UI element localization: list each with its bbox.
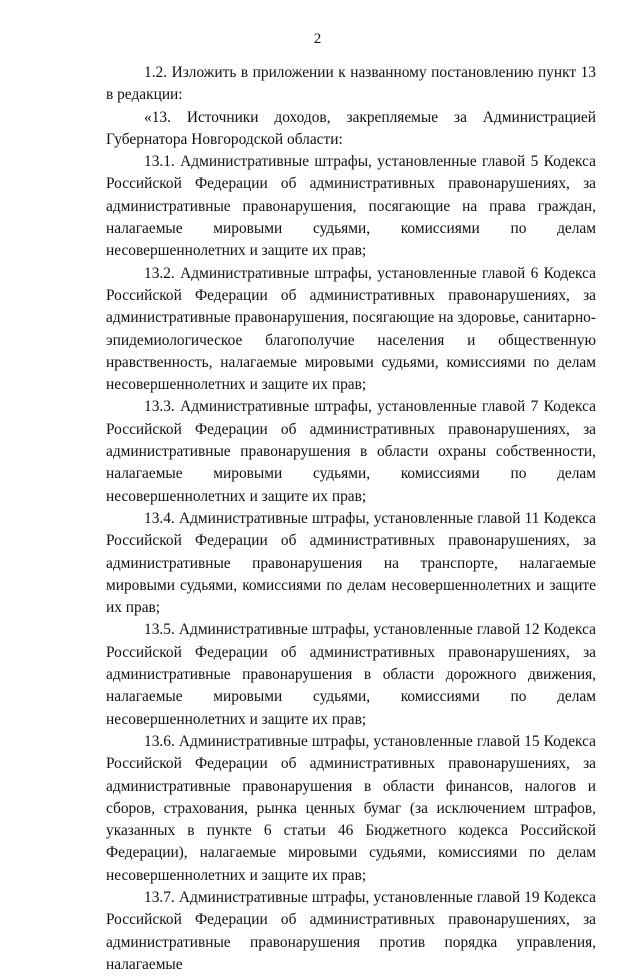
paragraph-13-3: 13.3. Административные штрафы, установленные главой 7 Кодекса Российской Федерации об административных правонарушениях, за административные правонарушения в области охраны собственности, налагаемые мировыми судьями, комиссиями по делам несовершеннолетних и защите их прав; — [106, 398, 596, 505]
paragraph-13-5: 13.5. Административные штрафы, установленные главой 12 Кодекса Российской Федерации об административных правонарушениях, за административные правонарушения в области дорожного движения, налагаемые мировыми судьями, комиссиями по делам несовершеннолетних и защите их прав; — [106, 621, 596, 728]
paragraph-13-4: 13.4. Административные штрафы, установленные главой 11 Кодекса Российской Федерации об административных правонарушениях, за административные правонарушения на транспорте, налагаемые мировыми судьями, комиссиями по делам несовершеннолетних и защите их прав; — [106, 509, 596, 617]
paragraph-13-heading: «13. Источники доходов, закрепляемые за Администрацией Губернатора Новгородской области: — [106, 108, 596, 148]
document-body — [106, 62, 596, 976]
page-number: 2 — [313, 31, 322, 47]
paragraph-13-2: 13.2. Административные штрафы, установленные главой 6 Кодекса Российской Федерации об административных правонарушениях, за административные правонарушения, посягающие на здоровье, санитарно-эпидемиологическое благополучие населения и общественную нравственность, налагаемые мировыми судьями, комиссиями по делам несовершеннолетних и защите их прав; — [106, 264, 596, 394]
paragraph-13-1: 13.1. Административные штрафы, установленные главой 5 Кодекса Российской Федерации об административных правонарушениях, за административные правонарушения, посягающие на права граждан, налагаемые мировыми судьями, комиссиями по делам несовершеннолетних и защите их прав; — [106, 153, 596, 260]
paragraph-13-7: 13.7. Административные штрафы, установленные главой 19 Кодекса Российской Федерации об административных правонарушениях, за административные правонарушения против порядка управления, налагаемые — [106, 888, 596, 973]
paragraph-13-6: 13.6. Административные штрафы, установленные главой 15 Кодекса Российской Федерации об административных правонарушениях, за административные правонарушения в области финансов, налогов и сборов, страхования, рынка ценных бумаг (за исключением штрафов, указанных в пункте 6 статьи 46 Бюджетного кодекса Российской Федерации), налагаемые мировыми судьями, комиссиями по делам несовершеннолетних и защите их прав; — [106, 732, 596, 884]
paragraph-1-2: 1.2. Изложить в приложении к названному постановлению пункт 13 в редакции: — [106, 64, 596, 104]
